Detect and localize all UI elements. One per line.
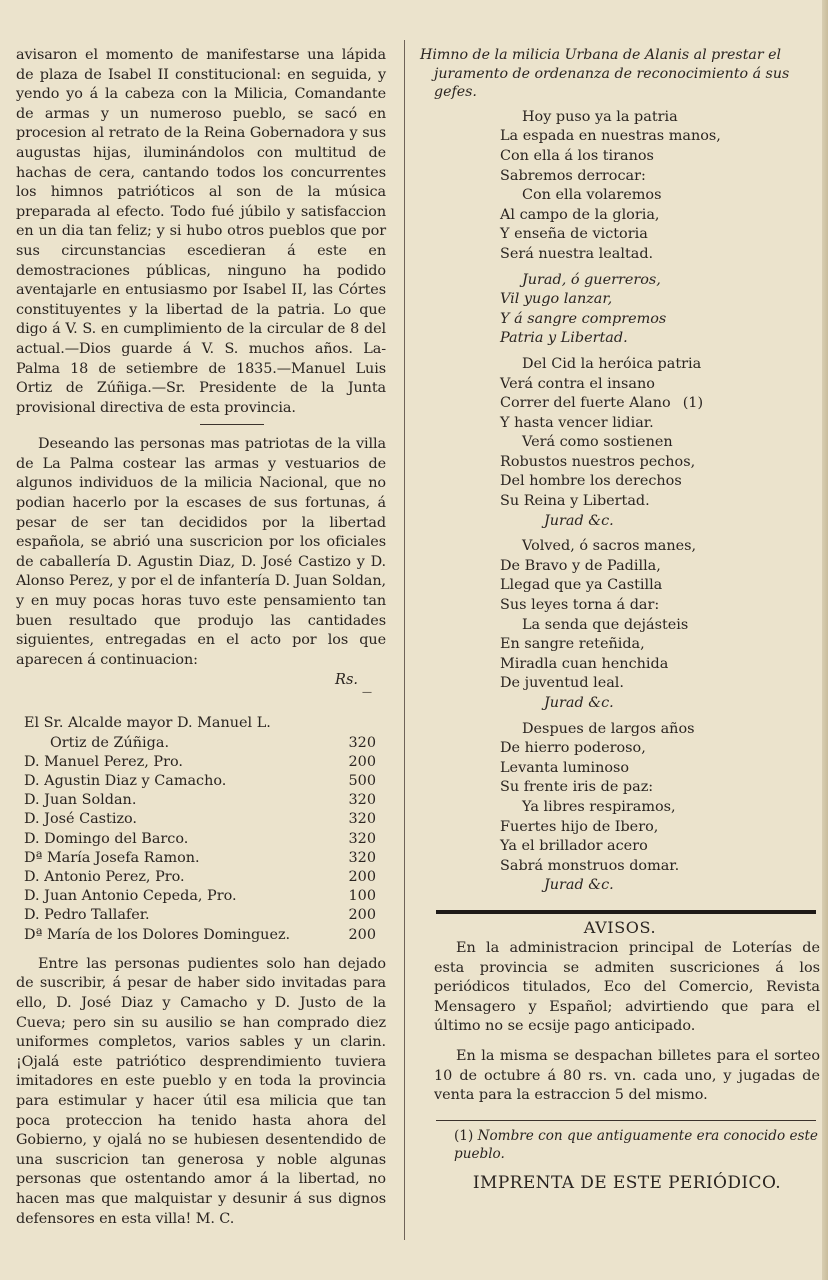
column-divider [404, 40, 405, 1240]
hymn-stanza-1: Hoy puso ya la patria La espada en nuestras manos, Con ella á los tiranos Sabremos derrocar: Con ella volaremos Al campo de la gloria, Y enseña de victoria Será nuestra lealtad. [500, 108, 721, 262]
table-row: D. Domingo del Barco. 320 [24, 830, 376, 847]
left-column [16, 46, 386, 1229]
table-row: Dª María Josefa Ramon. 320 [24, 849, 376, 866]
section-rule [436, 910, 816, 914]
table-row: Dª María de los Dolores Dominguez. 200 [24, 926, 376, 943]
hymn-stanza-3: Volved, ó sacros manes, De Bravo y de Padilla, Llegad que ya Castilla Sus leyes torna á dar: La senda que dejásteis En sangre reteñida, Miradla cuan henchida De juventud leal. Jurad &c. [500, 537, 820, 713]
table-row: D. Antonio Perez, Pro. 200 [24, 869, 376, 886]
reales-underline: — [362, 687, 372, 699]
table-row: D. Pedro Tallafer. 200 [24, 907, 376, 924]
hymn-title: Himno de la milicia Urbana de Alanis al prestar el juramento de ordenanza de reconocimiento á sus gefes. [420, 47, 790, 101]
printer-imprint: IMPRENTA DE ESTE PERIÓDICO. [472, 1172, 782, 1193]
donors-table [24, 714, 386, 944]
avisos-paragraph-2: En la misma se despachan billetes para el sorteo 10 de octubre á 80 rs. vn. cada uno, y jugadas de venta para la estraccion 5 del mismo. [434, 1047, 820, 1104]
subscription-paragraph: Deseando las personas mas patriotas de la villa de La Palma costear las armas y vestuarios de algunos individuos de la milicia Nacional, que no podian hacerlo por la escases de sus fortunas, á pesar de ser tan decididos por la libertad española, se abrió una suscricion por los oficiales de caballería D. Agustin Diaz, D. José Castizo y D. Alonso Perez, y por el de infantería D. Juan Soldan, y en muy pocas horas tuvo este pensamiento tan buen resultado que produjo las cantidades siguientes, entregadas en el acto por los que aparecen á continuacion: [16, 436, 386, 668]
hymn-stanza-4: Despues de largos años De hierro poderoso, Levanta luminoso Su frente iris de paz: Ya libres respiramos, Fuertes hijo de Ibero, Ya el brillador acero Sabrá monstruos domar. Jurad &c. [500, 720, 820, 896]
reales-column-label: Rs. [335, 672, 358, 689]
table-row: D. José Castizo. 320 [24, 811, 376, 828]
table-row: D. Agustin Diaz y Camacho. 500 [24, 773, 376, 790]
hymn-stanza-2: Del Cid la heróica patria Verá contra el insano Correr del fuerte Alano (1) Y hasta vencer lidiar. Verá como sostienen Robustos nuestros pechos, Del hombre los derechos Su Reina y Libertad. Jurad &c. [500, 355, 820, 531]
section-divider [200, 424, 264, 425]
table-row: D. Juan Antonio Cepeda, Pro. 100 [24, 888, 376, 905]
avisos-heading: AVISOS. [583, 917, 657, 937]
right-column [420, 46, 820, 1193]
table-row: D. Juan Soldan. 320 [24, 792, 376, 809]
paper-edge [822, 0, 828, 1280]
closing-paragraph: Entre las personas pudientes solo han dejado de suscribir, á pesar de haber sido invitadas para ello, D. José Diaz y Camacho y D. Justo de la Cueva; pero sin su ausilio se han comprado diez uniformes completos, varios sables y un clarin. ¡Ojalá este patriótico desprendimiento tuviera imitadores en este pueblo y en toda la provincia para estimular y hacer útil esa milicia que tan poca proteccion ha tenido hasta ahora del Gobierno, y ojalá no se hubiesen desentendido de una suscricion tan generosa y noble algunas personas que ostentando amor á la libertad, no hacen mas que malquistar y desunir á sus dignos defensores en esta villa! M. C. [16, 955, 386, 1227]
report-paragraph: avisaron el momento de manifestarse una lápida de plaza de Isabel II constitucional: en seguida, y yendo yo á la cabeza con la Milicia, Comandante de armas y un numeroso pueblo, se sacó en procesion al retrato de la Reina Gobernadora y sus augustas hijas, iluminándolos con multitud de hachas de cera, cantando todos los concurrentes los himnos patrióticos al son de la música preparada al efecto. Todo fué júbilo y satisfaccion en un dia tan feliz; y si hubo otros pueblos que por sus circunstancias escedieran á este en demostraciones públicas, ninguno ha podido aventajarle en entusiasmo por Isabel II, las Córtes constituyentes y la libertad de la patria. Lo que digo á V. S. en cumplimiento de la circular de 8 del actual.—Dios guarde á V. S. muchos años. La-Palma 18 de setiembre de 1835.—Manuel Luis Ortiz de Zúñiga.—Sr. Presidente de la Junta provisional directiva de esta provincia. [16, 47, 386, 416]
hymn-chorus: Jurad, ó guerreros, Vil yugo lanzar, Y á sangre compremos Patria y Libertad. [500, 271, 667, 347]
footnote: (1) Nombre con que antiguamente era conocido este pueblo. [454, 1127, 818, 1162]
chorus-repeat: Jurad &c. [544, 512, 614, 529]
footnote-divider [436, 1120, 816, 1121]
avisos-paragraph-1: En la administracion principal de Loterías de esta provincia se admiten suscriciones á los periódicos titulados, Eco del Comercio, Revista Mensagero y Español; advirtiendo que para el último no se ecsije pago anticipado. [434, 939, 820, 1035]
chorus-repeat: Jurad &c. [544, 695, 614, 711]
chorus-repeat: Jurad &c. [544, 877, 614, 894]
table-row: D. Manuel Perez, Pro. 200 [24, 753, 376, 770]
table-row: Ortiz de Zúñiga. 320 [50, 734, 376, 751]
table-row: El Sr. Alcalde mayor D. Manuel L. [24, 715, 271, 732]
footnote-reference: (1) [682, 395, 704, 412]
